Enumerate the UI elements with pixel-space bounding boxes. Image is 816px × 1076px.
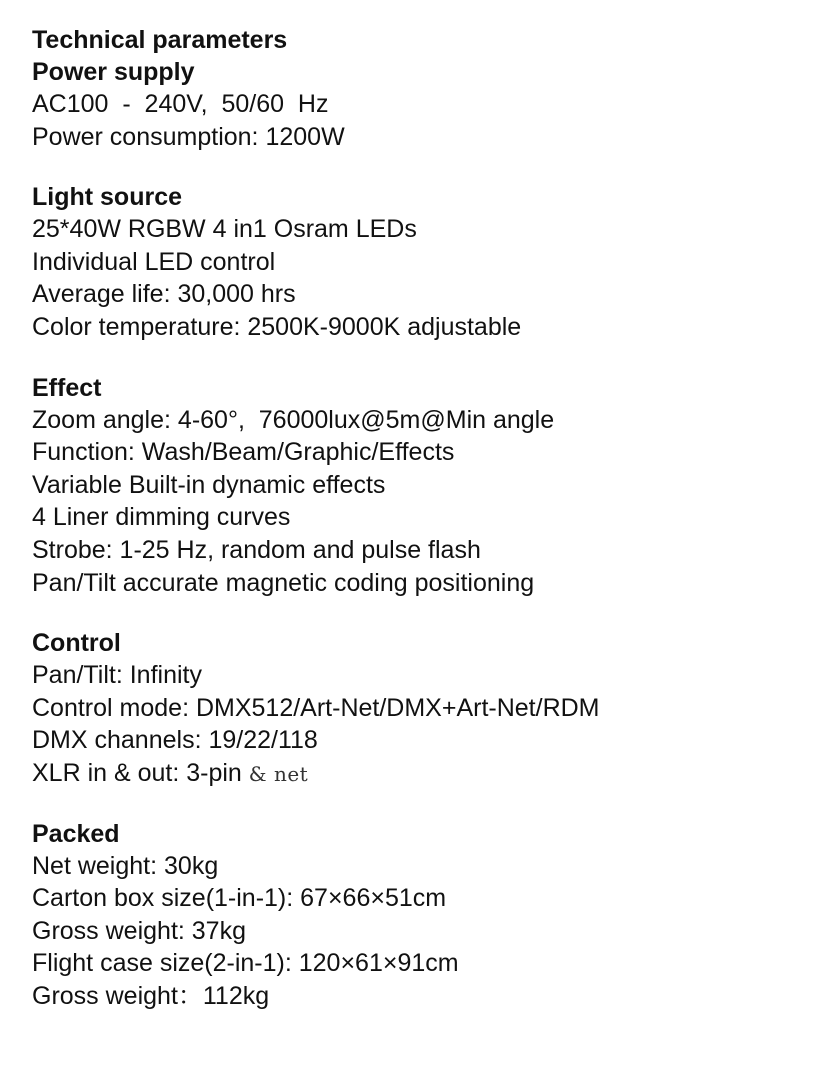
section-heading-effect: Effect [32,373,102,402]
spec-line-carton-size: Carton box size(1-in-1): 67×66×51cm [32,884,447,913]
spec-line-average-life: Average life: 30,000 hrs [32,280,296,309]
spec-line-pan-tilt-coding: Pan/Tilt accurate magnetic coding positioning [32,568,535,597]
section-heading-power-supply: Power supply [32,58,195,86]
spec-line-dmx-channels: DMX channels: 19/22/118 [32,726,318,755]
spec-line-gross-weight-carton: Gross weight: 37kg [32,916,246,945]
spec-line-flight-case-size: Flight case size(2-in-1): 120×61×91cm [32,949,459,978]
section-effect [32,372,802,600]
section-heading-control: Control [32,629,121,658]
spec-line-control-mode: Control mode: DMX512/Art-Net/DMX+Art-Net/RDM [32,693,600,722]
spec-line-dimming-curves: 4 Liner dimming curves [32,503,291,532]
xlr-text: XLR in & out: 3-pin [32,758,249,787]
section-packed [32,818,802,1013]
section-heading-light-source: Light source [32,183,183,212]
spec-line-xlr [32,757,802,790]
spec-line-net-weight: Net weight: 30kg [32,851,219,880]
spec-document [32,24,802,1040]
spec-line-voltage: AC100 - 240V, 50/60 Hz [32,90,329,118]
spec-line-zoom-angle: Zoom angle: 4-60°, 76000lux@5m@Min angle [32,405,555,434]
section-heading-packed: Packed [32,819,120,848]
document-title: Technical parameters [32,26,288,54]
spec-line-color-temperature: Color temperature: 2500K-9000K adjustable [32,312,522,341]
section-control [32,627,802,789]
section-power-supply [32,24,802,153]
spec-line-pan-tilt: Pan/Tilt: Infinity [32,661,202,690]
spec-line-strobe: Strobe: 1-25 Hz, random and pulse flash [32,535,481,564]
spec-line-led-control: Individual LED control [32,247,276,276]
spec-line-leds: 25*40W RGBW 4 in1 Osram LEDs [32,215,417,244]
spec-line-dynamic-effects: Variable Built-in dynamic effects [32,470,386,499]
spec-line-power-consumption: Power consumption: 1200W [32,122,345,151]
spec-line-gross-weight-flight-case: Gross weight：112kg [32,981,270,1010]
section-light-source [32,181,802,343]
xlr-net-text: & net [248,761,309,786]
spec-line-function: Function: Wash/Beam/Graphic/Effects [32,438,455,467]
